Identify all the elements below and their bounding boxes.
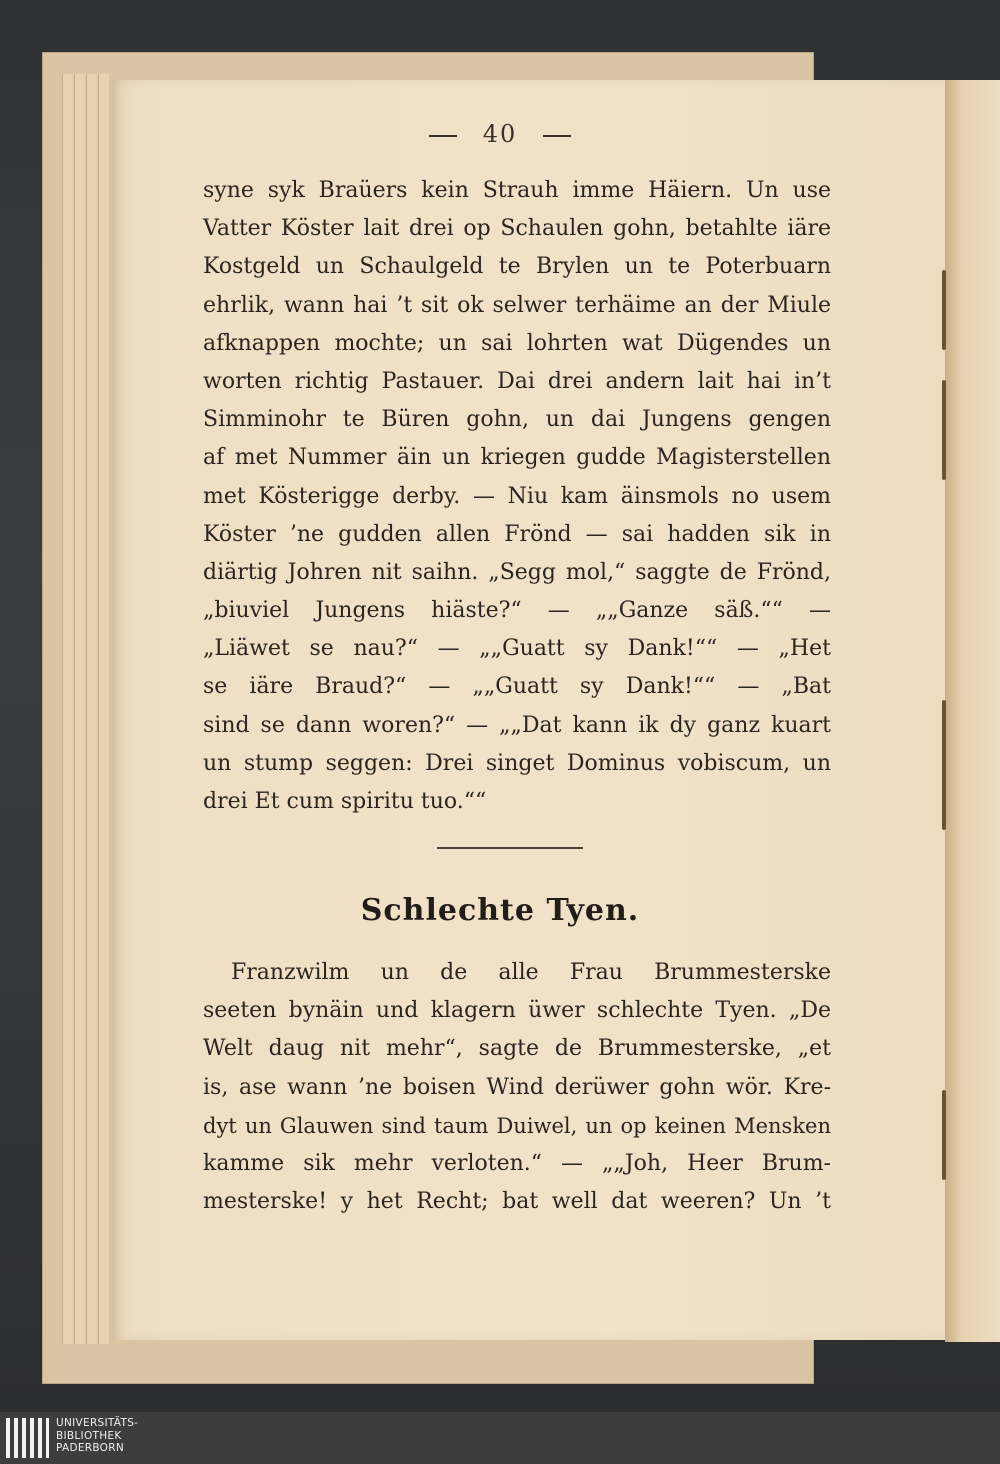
text-line: mesterske! y het Recht; bat well dat weeren? Un ’t [203, 1189, 831, 1215]
text-line: Simminohr te Büren gohn, un dai Jungens gengen [203, 407, 831, 433]
library-footer [0, 1412, 1000, 1464]
text-line: diärtig Johren nit saihn. „Segg mol,“ saggte de Frönd, [203, 559, 831, 585]
page-edge [86, 74, 97, 1344]
page-edge [62, 74, 73, 1344]
library-logo-icon [6, 1418, 50, 1458]
text-line: kamme sik mehr verloten.“ — „„Joh, Heer Brum- [203, 1150, 831, 1176]
text-line: drei Et cum spiritu tuo.““ [203, 789, 487, 814]
facing-page-edge [945, 80, 1000, 1342]
text-line: un stump seggen: Drei singet Dominus vobiscum, un [203, 750, 831, 776]
text-line: Köster ’ne gudden allen Frönd — sai hadden sik in [203, 521, 831, 547]
page-number [0, 120, 1000, 148]
logo-line: BIBLIOTHEK [56, 1429, 122, 1442]
binding-thread [942, 380, 946, 480]
text-line: „biuviel Jungens hiäste?“ — „„Ganze säß.““ — [203, 598, 831, 624]
text-line: syne syk Braüers kein Strauh imme Häiern. Un use [203, 178, 831, 203]
text-line: Franzwilm un de alle Frau Brummesterske [231, 960, 831, 985]
section-title: Schlechte Tyen. [360, 893, 640, 928]
text-line: is, ase wann ’ne boisen Wind derüwer gohn wör. Kre- [203, 1074, 831, 1100]
text-line: met Kösterigge derby. — Niu kam äinsmols no usem [203, 483, 831, 509]
text-line: se iäre Braud?“ — „„Guatt sy Dank!““ — „Bat [203, 674, 831, 700]
text-line: seeten bynäin und klagern üwer schlechte Tyen. „De [203, 998, 831, 1024]
binding-thread [942, 700, 946, 830]
page-number-value: 40 [482, 120, 518, 148]
paragraph-1 [203, 172, 831, 821]
text-line: ehrlik, wann hai ’t sit ok selwer terhäime an der Miule [203, 292, 831, 318]
binding-thread [942, 270, 946, 350]
text-line: dyt un Glauwen sind taum Duiwel, un op keinen Mensken [203, 1113, 831, 1138]
page-edge [98, 74, 109, 1344]
logo-line: PADERBORN [56, 1442, 124, 1454]
text-line: „Liäwet se nau?“ — „„Guatt sy Dank!““ — „Het [203, 636, 831, 662]
paragraph-2 [203, 954, 831, 1221]
binding-thread [942, 1090, 946, 1180]
text-line: af met Nummer äin un kriegen gudde Magisterstellen [203, 445, 831, 471]
library-logo-text [56, 1417, 138, 1455]
text-line: worten richtig Pastauer. Dai drei andern lait hai in’t [203, 368, 831, 394]
text-line: sind se dann woren?“ — „„Dat kann ik dy ganz kuart [203, 712, 831, 738]
text-line: afknappen mochte; un sai lohrten wat Dügendes un [203, 330, 831, 356]
logo-line: UNIVERSITÄTS- [56, 1417, 139, 1429]
text-line: Welt daug nit mehr“, sagte de Brummesterske, „et [203, 1036, 831, 1062]
text-line: Vatter Köster lait drei op Schaulen gohn, betahlte iäre [203, 216, 831, 242]
page-edge [74, 74, 85, 1344]
text-line: Kostgeld un Schaulgeld te Brylen un te Poterbuarn [203, 254, 831, 280]
section-divider [437, 847, 583, 849]
